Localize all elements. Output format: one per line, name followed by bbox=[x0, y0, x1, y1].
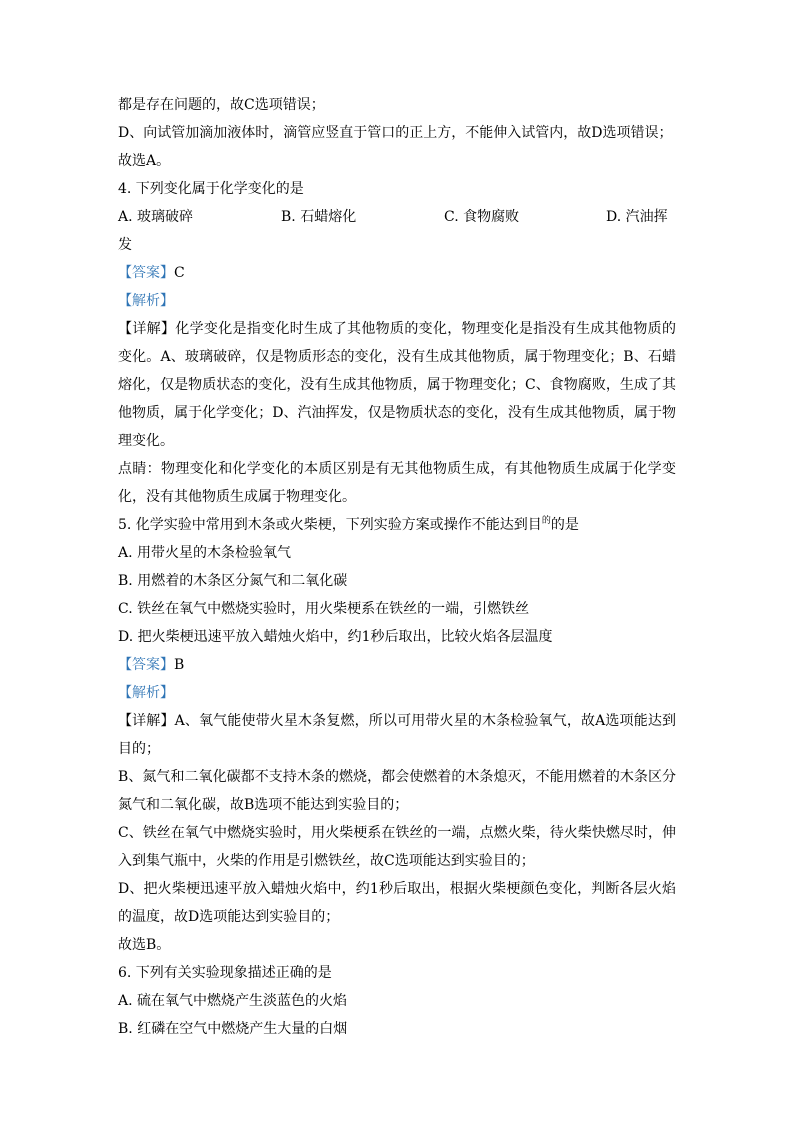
q5-explain-line: 的温度，故D选项能达到实验目的； bbox=[118, 909, 340, 925]
q4-explain-line: 变化。A、玻璃破碎，仅是物质形态的变化，没有生成其他物质，属于物理变化；B、石蜡 bbox=[118, 349, 676, 365]
question-4-stem: 4. 下列变化属于化学变化的是 bbox=[118, 181, 304, 197]
q5-explain-line: 氮气和二氧化碳，故B选项不能达到实验目的； bbox=[118, 797, 409, 813]
detail-text: 化学变化是指变化时生成了其他物质的变化，物理变化是指没有生成其他物质的 bbox=[175, 321, 677, 337]
q5-explain-line: D、把火柴梗迅速平放入蜡烛火焰中，约1秒后取出，根据火柴梗颜色变化，判断各层火焰 bbox=[118, 881, 676, 897]
q4-explain-line: 他物质，属于化学变化；D、汽油挥发，仅是物质状态的变化，没有生成其他物质，属于物 bbox=[118, 405, 676, 421]
q4-tip-line: 化，没有其他物质生成属于物理变化。 bbox=[118, 489, 356, 505]
q5-analysis-tag: 【解析】 bbox=[118, 685, 174, 701]
q5-explain-line bbox=[118, 711, 676, 731]
answer-tag: 【答案】 bbox=[118, 265, 174, 281]
answer-value: C bbox=[174, 265, 185, 281]
q4-option-d: D. 汽油挥 bbox=[606, 209, 668, 225]
q5-answer bbox=[118, 655, 184, 675]
q5-option-c: C. 铁丝在氧气中燃烧实验时，用火柴梗系在铁丝的一端，引燃铁丝 bbox=[118, 601, 530, 617]
q5-explain-line: B、氮气和二氧化碳都不支持木条的燃烧，都会使燃着的木条熄灭，不能用燃着的木条区分 bbox=[118, 769, 676, 785]
q4-explain-line bbox=[118, 319, 676, 339]
q4-explain-line: 熔化，仅是物质状态的变化，没有生成其他物质，属于物理变化；C、食物腐败，生成了其 bbox=[118, 377, 676, 393]
q4-explain-line: 理变化。 bbox=[118, 433, 174, 449]
q5-option-a: A. 用带火星的木条检验氧气 bbox=[118, 545, 292, 561]
stem-text-end: 的是 bbox=[550, 517, 579, 533]
q4-analysis-tag: 【解析】 bbox=[118, 293, 174, 309]
question-5-stem bbox=[118, 515, 579, 537]
q4-option-b: B. 石蜡熔化 bbox=[281, 209, 357, 225]
detail-tag: 【详解】 bbox=[118, 321, 176, 337]
stem-superscript: 的 bbox=[541, 516, 551, 526]
q4-option-c: C. 食物腐败 bbox=[444, 209, 520, 225]
q5-option-b: B. 用燃着的木条区分氮气和二氧化碳 bbox=[118, 573, 348, 589]
answer-tag: 【答案】 bbox=[118, 657, 174, 673]
text-line: D、向试管加滴加液体时，滴管应竖直于管口的正上方，不能伸入试管内，故D选项错误； bbox=[118, 125, 673, 141]
text-line: 都是存在问题的，故C选项错误； bbox=[118, 97, 325, 113]
q5-explain-line: 目的； bbox=[118, 741, 160, 757]
detail-tag: 【详解】 bbox=[118, 713, 175, 729]
answer-value: B bbox=[174, 657, 185, 673]
q5-option-d: D. 把火柴梗迅速平放入蜡烛火焰中，约1秒后取出，比较火焰各层温度 bbox=[118, 629, 553, 645]
q4-option-d-cont: 发 bbox=[118, 237, 132, 253]
q4-answer bbox=[118, 263, 185, 283]
q5-explain-line: 故选B。 bbox=[118, 937, 171, 953]
q6-option-b: B. 红磷在空气中燃烧产生大量的白烟 bbox=[118, 1021, 348, 1037]
detail-text: A、氧气能使带火星木条复燃，所以可用带火星的木条检验氧气，故A选项能达到 bbox=[174, 713, 677, 729]
question-6-stem: 6. 下列有关实验现象描述正确的是 bbox=[118, 965, 332, 981]
q4-option-a: A. 玻璃破碎 bbox=[118, 209, 194, 225]
q4-tip-line: 点睛：物理变化和化学变化的本质区别是有无其他物质生成，有其他物质生成属于化学变 bbox=[118, 461, 676, 477]
text-line: 故选A。 bbox=[118, 153, 171, 169]
q6-option-a: A. 硫在氧气中燃烧产生淡蓝色的火焰 bbox=[118, 993, 348, 1009]
stem-text: 5. 化学实验中常用到木条或火柴梗，下列实验方案或操作不能达到目 bbox=[118, 517, 542, 533]
q5-explain-line: 入到集气瓶中，火柴的作用是引燃铁丝，故C选项能达到实验目的； bbox=[118, 853, 535, 869]
q5-explain-line: C、铁丝在氧气中燃烧实验时，用火柴梗系在铁丝的一端，点燃火柴，待火柴快燃尽时，伸 bbox=[118, 825, 676, 841]
